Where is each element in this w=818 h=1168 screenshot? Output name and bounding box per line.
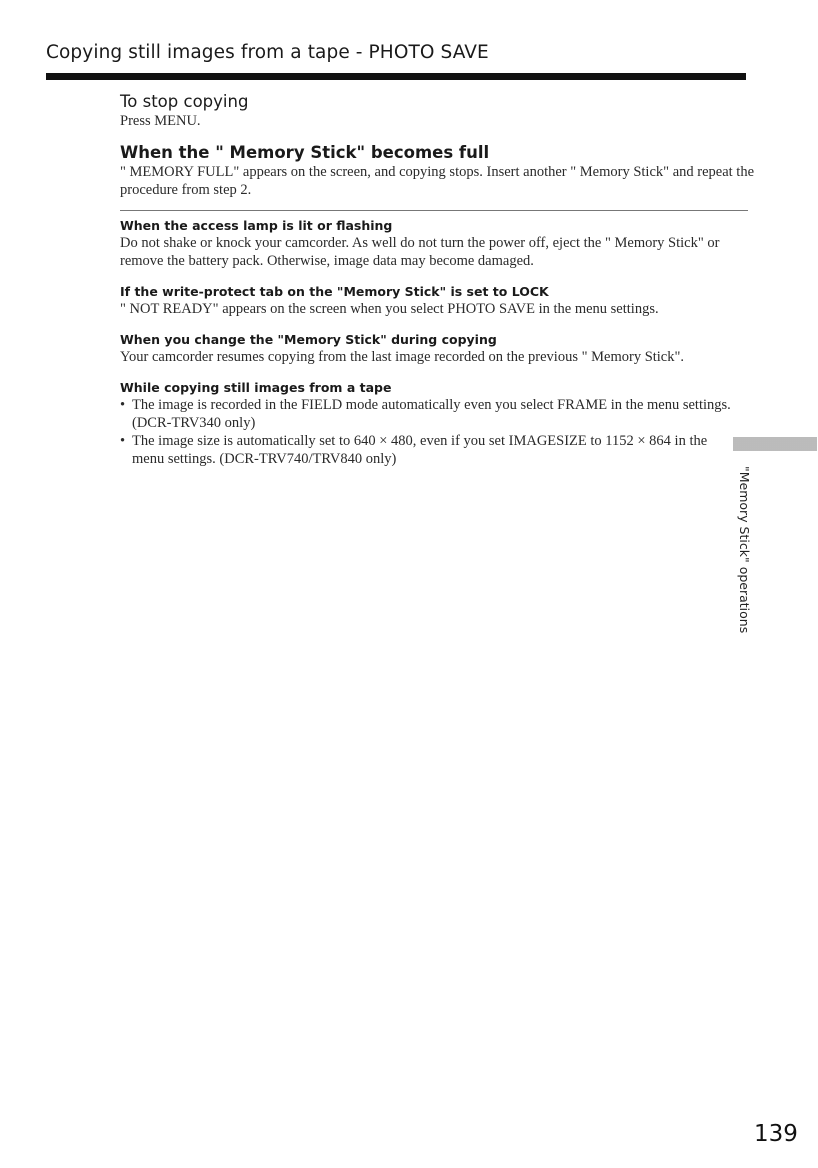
- spacer: [120, 211, 760, 218]
- change-stick-body: Your camcorder resumes copying from the last image recorded on the previous " Memory Stick".: [120, 349, 685, 365]
- stop-copying-heading: To stop copying: [120, 92, 249, 111]
- from-tape-bullet-list: [120, 396, 732, 468]
- from-tape-heading: While copying still images from a tape: [120, 380, 392, 395]
- memory-full-body: " MEMORY FULL" appears on the screen, and copying stops. Insert another " Memory Stick" and repeat the procedure from step 2.: [120, 164, 755, 198]
- stop-copying-body: Press MENU.: [120, 113, 201, 129]
- side-tab-pattern: [733, 437, 817, 451]
- memory-full-heading: When the " Memory Stick" becomes full: [120, 143, 490, 162]
- spacer: [120, 130, 760, 143]
- write-protect-heading: If the write-protect tab on the "Memory Stick" is set to LOCK: [120, 284, 549, 299]
- header-rule: [46, 73, 746, 80]
- write-protect-body: " NOT READY" appears on the screen when you select PHOTO SAVE in the menu settings.: [120, 301, 659, 317]
- spacer: [120, 199, 760, 210]
- list-item: • The image size is automatically set to 640 × 480, even if you set IMAGESIZE to 1152 × 864 in the menu settings. (DCR-TRV740/TRV840 only): [120, 432, 732, 468]
- access-lamp-body: Do not shake or knock your camcorder. As well do not turn the power off, eject the " Memory Stick" or remove the battery pack. Otherwise, image data may become damaged.: [120, 235, 720, 269]
- page-header-title: Copying still images from a tape - PHOTO SAVE: [46, 42, 489, 63]
- main-content: [120, 92, 760, 468]
- spacer: [120, 318, 760, 332]
- access-lamp-heading: When the access lamp is lit or flashing: [120, 218, 393, 233]
- change-stick-heading: When you change the "Memory Stick" during copying: [120, 332, 497, 347]
- spacer: [120, 366, 760, 380]
- side-tab-label: "Memory Stick" operations: [737, 466, 752, 634]
- page-number: 139: [754, 1121, 798, 1147]
- list-item: • The image is recorded in the FIELD mode automatically even you select FRAME in the menu settings. (DCR-TRV340 only): [120, 396, 732, 432]
- spacer: [120, 270, 760, 284]
